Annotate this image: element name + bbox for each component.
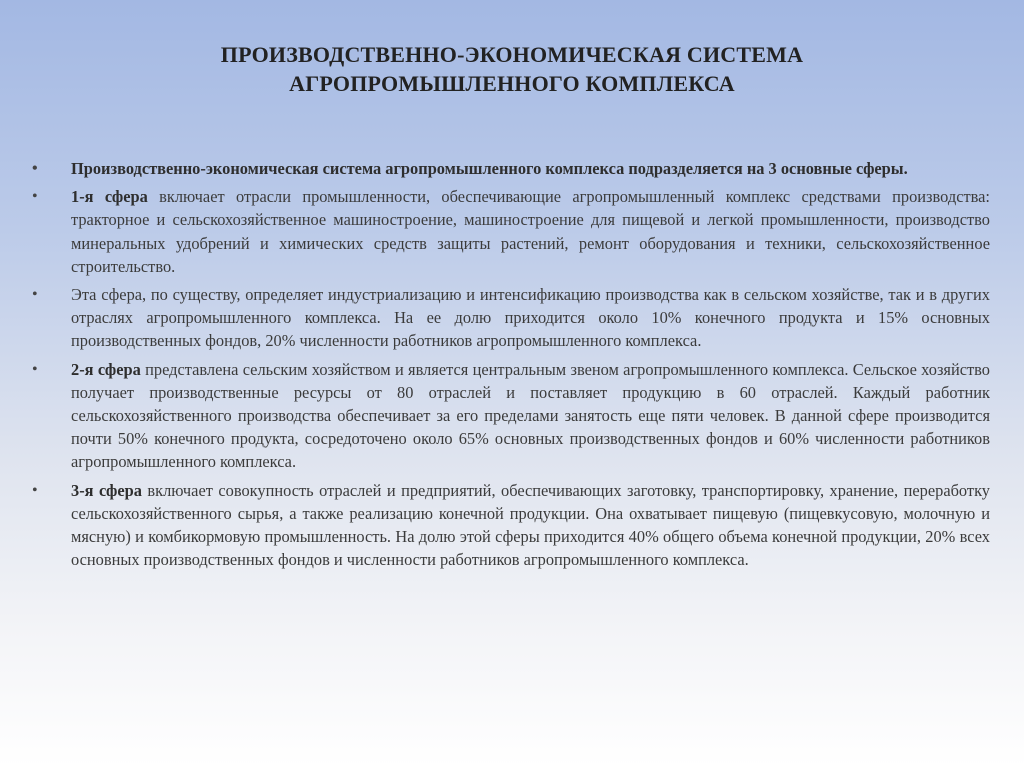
title-line-2: АГРОПРОМЫШЛЕННОГО КОМПЛЕКСА — [289, 71, 735, 96]
bullet-lead: 3-я сфера — [71, 480, 142, 500]
bullet-sphere-1-detail — [32, 283, 990, 353]
title-line-1: ПРОИЗВОДСТВЕННО-ЭКОНОМИЧЕСКАЯ СИСТЕМА — [220, 42, 804, 67]
bullet-dot-icon: • — [32, 481, 38, 499]
bullet-intro — [32, 157, 990, 180]
bullet-dot-icon: • — [32, 286, 38, 304]
bullet-list — [32, 157, 990, 576]
bullet-sphere-2 — [32, 358, 990, 474]
bullet-lead: 1-я сфера — [71, 187, 148, 207]
bullet-text: Эта сфера, по существу, определяет индустриализацию и интенсификацию производства как в сельском хозяйстве, так и в других отраслях агропромышленного комплекса. На ее долю приходится около 10% конечного продукта и 15% основных производственных фондов, 20% численности работников агропромышленного комплекса. — [71, 285, 990, 351]
bullet-text: Производственно-экономическая система агропромышленного комплекса подразделяется на 3 основные сферы. — [71, 159, 908, 178]
slide-title — [80, 40, 944, 98]
bullet-sphere-1 — [32, 185, 990, 278]
bullet-sphere-3 — [32, 479, 990, 572]
bullet-text: включает совокупность отраслей и предприятий, обеспечивающих заготовку, транспортировку, хранение, переработку сельскохозяйственного сырья, а также реализацию конечной продукции. Она охватывает пищевую (пищевкусовую, молочную и мясную) и комбикормовую промышленность. На долю этой сферы приходится 40% общего объема конечной продукции, 20% всех основных производственных фондов и численности работников агропромышленного комплекса. — [71, 480, 990, 570]
bullet-text: включает отрасли промышленности, обеспечивающие агропромышленный комплекс средствами производства: тракторное и сельскохозяйственное машиностроение, машиностроение для пищевой и легкой промышленности, производство минеральных удобрений и химических средств защиты растений, ремонт оборудования и техники, сельскохозяйственное строительство. — [71, 187, 990, 276]
bullet-lead: 2-я сфера — [71, 359, 141, 379]
bullet-text: представлена сельским хозяйством и является центральным звеном агропромышленного комплекса. Сельское хозяйство получает производственные ресурсы от 80 отраслей и поставляет продукцию в 60 отраслей. Каждый работник сельскохозяйственного производства обеспечивает за его пределами занятость еще пяти человек. В данной сфере производится почти 50% конечного продукта, сосредоточено около 65% основных производственных фондов и 60% численности работников агропромышленного комплекса. — [71, 359, 990, 472]
bullet-dot-icon: • — [32, 188, 38, 206]
bullet-dot-icon: • — [32, 160, 38, 177]
bullet-dot-icon: • — [32, 360, 38, 378]
